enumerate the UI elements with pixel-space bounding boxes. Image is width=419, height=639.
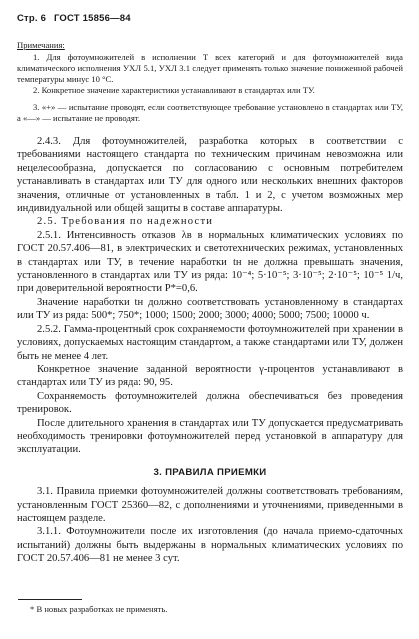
- main-text: [17, 135, 403, 566]
- paragraph-2-5-2-d: После длительного хранения в стандартах или ТУ допускается предусматривать необходимость тренировки фотоумножителей перед установкой в аппаратуру для эксплуатации.: [17, 417, 403, 456]
- section-title-3: 3. ПРАВИЛА ПРИЕМКИ: [153, 466, 267, 478]
- standard-number: ГОСТ 15856—84: [53, 13, 131, 24]
- footnote-divider: [18, 599, 82, 600]
- section-heading-2-5: 2.5. Требования по надежности: [37, 216, 214, 228]
- paragraph-2-5-1-b: Значение наработки tн должно соответствовать установленному в стандартах или ТУ из ряда: 500*; 750*; 1000; 1500; 2000; 3000; 4000; 5000; 7500; 10000 ч.: [17, 296, 403, 322]
- paragraph-2-5-1: 2.5.1. Интенсивность отказов λв в нормальных климатических условиях по ГОСТ 20.57.406—81, в электрических и светотехнических режимах, установленных в стандартах или ТУ, в течение наработки tн не должна превышать значения, установленного в стандартах или ТУ из ряда: 10⁻⁴; 5·10⁻⁵; 3·10⁻⁵; 2·10⁻⁵; 10⁻⁵ 1/ч, при доверительной вероятности P*=0,6.: [17, 229, 403, 295]
- paragraph-2-5-2-b: Конкретное значение заданной вероятности γ-процентов устанавливают в стандартах или ТУ из ряда: 90, 95.: [17, 363, 403, 389]
- page-number: Стр. 6: [17, 13, 47, 24]
- note-item: 3. «+» — испытание проводят, если соответствующее требование установлено в стандартах или ТУ, а «—» — испытание не проводят.: [17, 102, 403, 123]
- paragraph-3-1-1: 3.1.1. Фотоумножители после их изготовления (до начала приемо-сдаточных испытаний) должны быть выдержаны в нормальных климатических условиях по ГОСТ 20.57.406—81 не менее 3 сут.: [17, 526, 403, 565]
- paragraph-3-1: 3.1. Правила приемки фотоумножителей должны соответствовать требованиям, установленным ГОСТ 25360—82, с дополнениями и уточнениями, приведенными в настоящем разделе.: [17, 486, 403, 524]
- paragraph-2-4-3: 2.4.3. Для фотоумножителей, разработка которых в соответствии с требованиями настоящего стандарта по техническим причинам невозможна или нецелесообразна, допускается по согласованию с основным потребителем устанавливать в стандартах или ТУ для одного или нескольких внешних факторов значения, отличные от установленных в табл. 1 и 2, с учетом возможных мер индивидуальной или общей защиты в составе аппаратуры.: [17, 136, 403, 215]
- notes-block: [17, 40, 403, 124]
- notes-title: Примечания:: [17, 40, 65, 50]
- page-header: [17, 13, 136, 24]
- paragraph-2-5-2-c: Сохраняемость фотоумножителей должна обеспечиваться без проведения тренировок.: [17, 390, 403, 416]
- paragraph-2-5-2: 2.5.2. Гамма-процентный срок сохраняемости фотоумножителей при хранении в условиях, допускаемых настоящим стандартом, а также стандартами или ТУ, должен быть не менее 4 лет.: [17, 323, 403, 362]
- note-item: 2. Конкретное значение характеристики устанавливают в стандартах или ТУ.: [33, 85, 315, 95]
- note-item: 1. Для фотоумножителей в исполнении Т всех категорий и для фотоумножителей вида климатического исполнения УХЛ 5.1, УХЛ 3.1 следует применять только значение пониженной рабочей температуры минус 10 °С.: [17, 52, 403, 84]
- footnote: * В новых разработках не применять.: [30, 604, 168, 614]
